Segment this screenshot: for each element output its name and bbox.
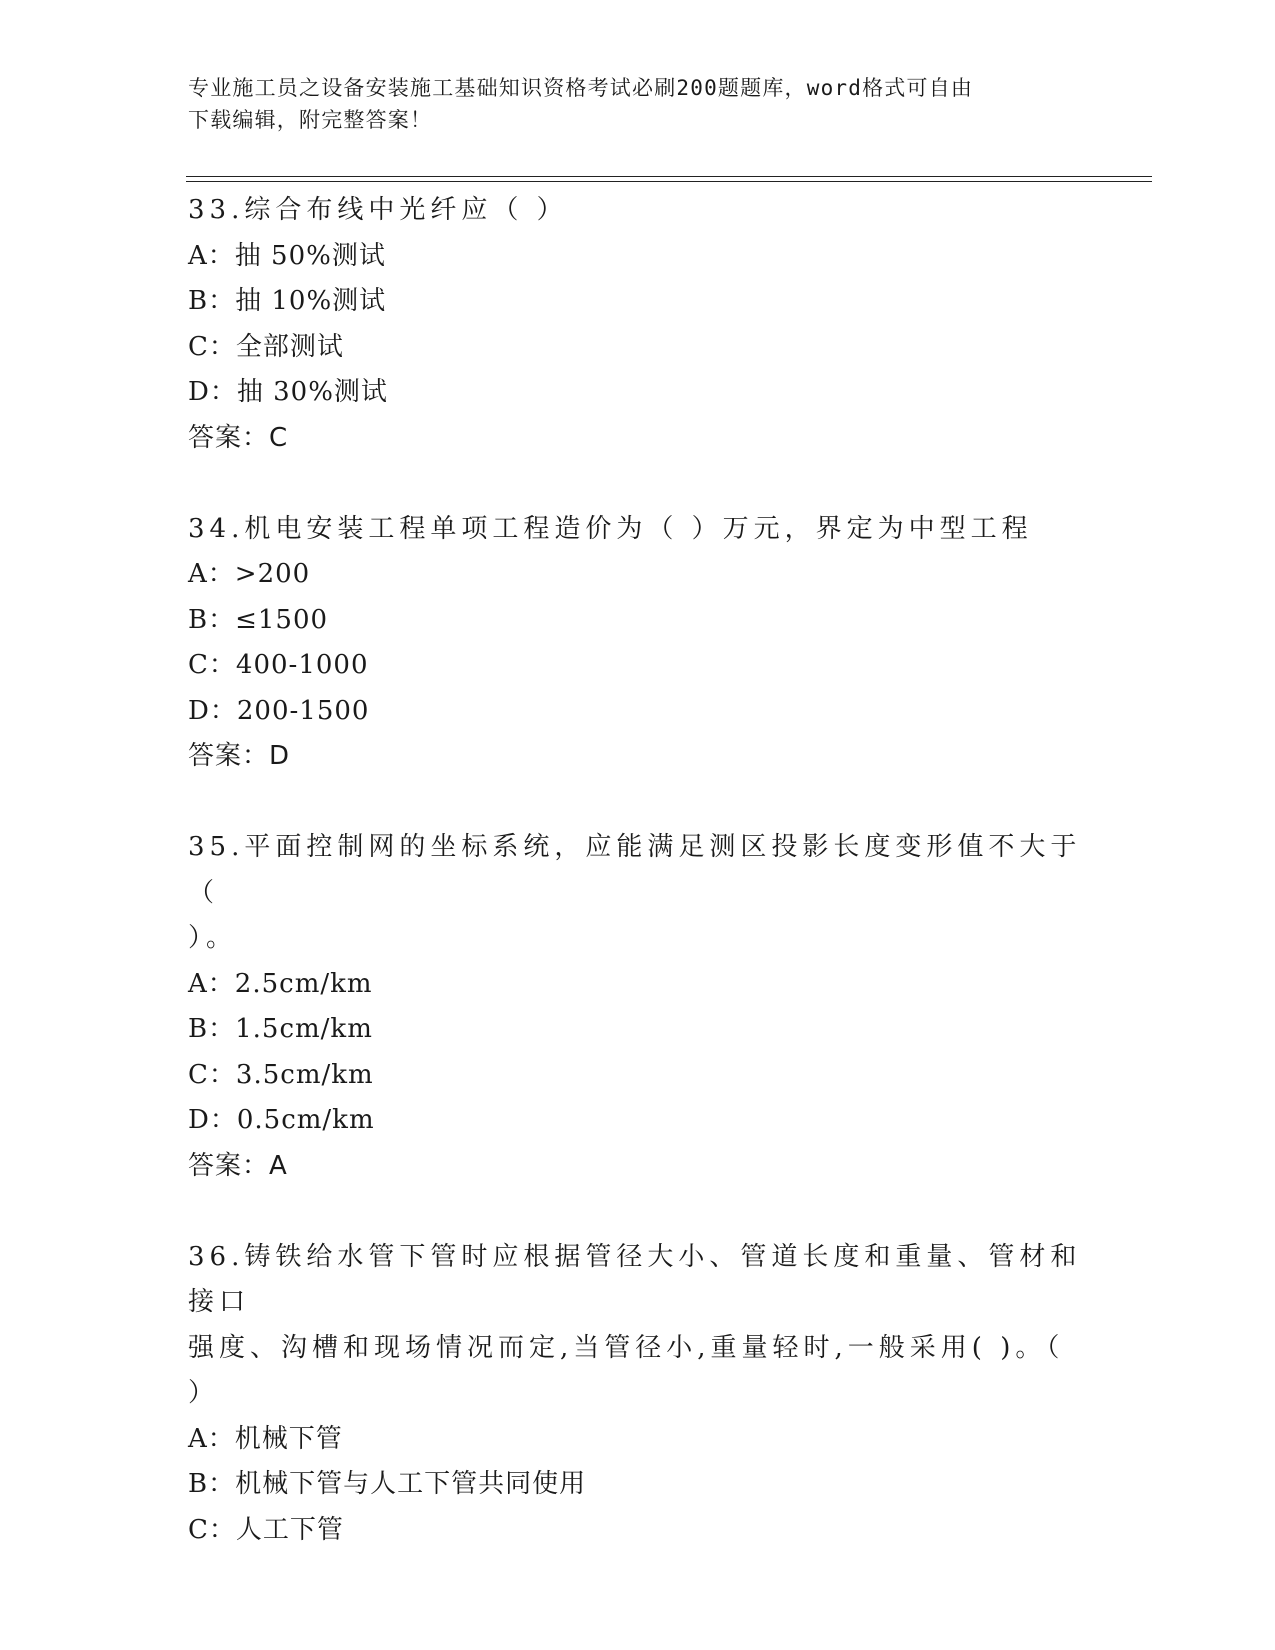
header-divider-top xyxy=(186,176,1152,177)
option-text: 人工下管 xyxy=(235,1514,344,1545)
header-line-2: 下载编辑，附完整答案！ xyxy=(188,108,433,132)
option-text: 1.5cm/km xyxy=(235,1014,373,1044)
answer-key: 答案：C xyxy=(188,422,289,453)
question-text: 36.铸铁给水管下管时应根据管径大小、管道长度和重量、管材和接口 xyxy=(188,1241,1082,1317)
answer-option xyxy=(188,962,1088,1008)
answer-option xyxy=(188,1098,1088,1144)
question-spacer xyxy=(188,461,1088,507)
question-block xyxy=(188,1235,1088,1554)
question-text: 33.综合布线中光纤应（ ） xyxy=(188,195,568,225)
option-text: 机械下管与人工下管共同使用 xyxy=(235,1469,587,1499)
answer-option xyxy=(188,1462,1088,1508)
question-text: 35.平面控制网的坐标系统，应能满足测区投影长度变形值不大于（ xyxy=(188,832,1082,908)
question-text: 34.机电安装工程单项工程造价为（ ）万元，界定为中型工程 xyxy=(188,513,1033,544)
option-letter: D： xyxy=(188,1105,237,1135)
option-text: 全部测试 xyxy=(235,331,344,362)
option-letter: B： xyxy=(188,1469,236,1499)
header-line-1: 专业施工员之设备安装施工基础知识资格考试必刷200题题库，word格式可自由 xyxy=(188,76,974,100)
question-text: ）。 xyxy=(188,923,238,953)
answer-option xyxy=(188,370,1088,416)
header-divider-bottom xyxy=(186,181,1152,182)
option-text: ≤1500 xyxy=(235,604,329,635)
question-block xyxy=(188,825,1088,1189)
answer-option xyxy=(188,1417,1088,1463)
question-block xyxy=(188,188,1088,461)
option-text: 抽 10%测试 xyxy=(235,286,387,316)
option-text: 3.5cm/km xyxy=(235,1059,374,1090)
question-text: ） xyxy=(188,1378,220,1408)
option-letter: A： xyxy=(188,1423,235,1454)
answer-option xyxy=(188,234,1088,280)
option-letter: D： xyxy=(188,377,237,407)
answer-option xyxy=(188,598,1088,644)
option-text: 2.5cm/km xyxy=(234,968,373,999)
answer-option xyxy=(188,689,1088,735)
option-letter: C： xyxy=(188,650,236,680)
answer-option xyxy=(188,279,1088,325)
question-text: 强度、沟槽和现场情况而定,当管径小,重量轻时,一般采用( )。（ xyxy=(188,1332,1065,1363)
answer-key: 答案：A xyxy=(188,1150,288,1181)
option-letter: A： xyxy=(188,968,235,999)
answer-option xyxy=(188,1053,1088,1099)
option-letter: A： xyxy=(188,559,235,589)
question-list xyxy=(188,188,1088,1553)
option-letter: B： xyxy=(188,604,236,635)
option-letter: C： xyxy=(188,1514,236,1545)
answer-option xyxy=(188,325,1088,371)
question-block xyxy=(188,507,1088,780)
document-header xyxy=(188,72,1068,136)
option-text: 400-1000 xyxy=(235,650,369,680)
option-text: 抽 30%测试 xyxy=(236,377,388,407)
answer-option xyxy=(188,1007,1088,1053)
option-letter: C： xyxy=(188,1059,236,1090)
answer-key: 答案：D xyxy=(188,741,291,771)
option-text: >200 xyxy=(234,559,311,589)
question-spacer xyxy=(188,780,1088,826)
answer-option xyxy=(188,1508,1088,1554)
option-text: 抽 50%测试 xyxy=(234,240,386,271)
answer-option xyxy=(188,552,1088,598)
option-letter: B： xyxy=(188,286,236,316)
option-letter: C： xyxy=(188,331,236,362)
option-letter: A： xyxy=(188,240,235,271)
option-text: 0.5cm/km xyxy=(236,1105,375,1135)
option-letter: B： xyxy=(188,1014,236,1044)
question-spacer xyxy=(188,1189,1088,1235)
option-text: 200-1500 xyxy=(236,695,370,726)
option-letter: D： xyxy=(188,695,237,726)
option-text: 机械下管 xyxy=(234,1423,343,1454)
answer-option xyxy=(188,643,1088,689)
